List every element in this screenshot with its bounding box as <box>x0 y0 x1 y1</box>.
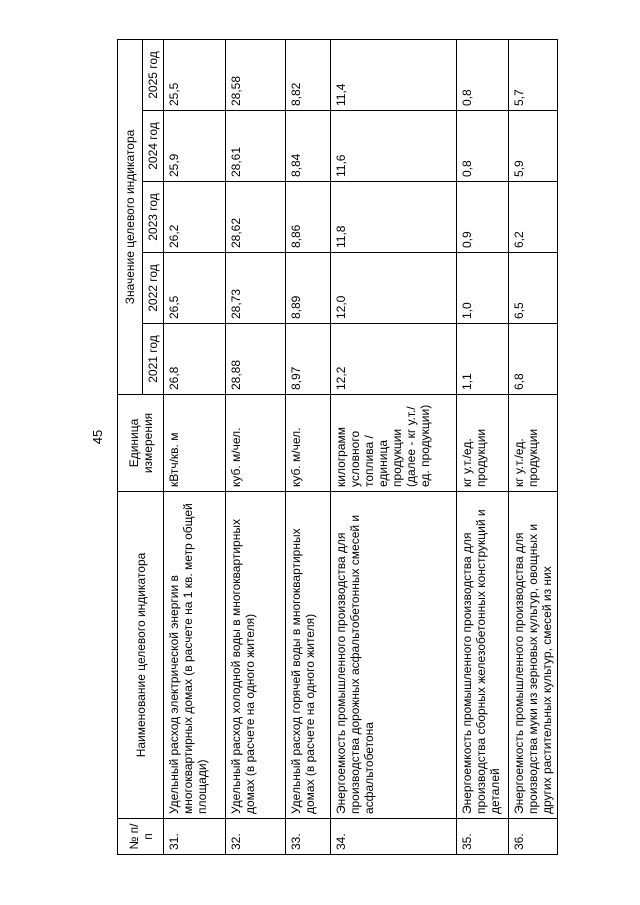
table-row <box>286 39 331 854</box>
row-value: 12,2 <box>331 324 457 395</box>
header-value-group: Значение целевого индикатора <box>118 39 143 394</box>
row-num: 32. <box>226 819 286 855</box>
table-row <box>331 39 457 854</box>
row-name: Удельный расход холодной воды в многоквартирных домах (в расчете на одного жителя) <box>226 492 286 819</box>
header-year: 2025 год <box>143 39 164 110</box>
row-value: 25,9 <box>164 111 226 182</box>
row-value: 11,8 <box>331 182 457 253</box>
row-value: 26,5 <box>164 253 226 324</box>
row-name: Энергоемкость промышленного производства для производства дорожных асфальтобетонных смесей и асфальтобетона <box>331 492 457 819</box>
header-year: 2021 год <box>143 324 164 395</box>
row-unit: кг у.т./ед. продукции <box>509 395 558 492</box>
row-value: 0,8 <box>457 111 509 182</box>
row-value: 28,88 <box>226 324 286 395</box>
row-value: 26,8 <box>164 324 226 395</box>
row-value: 11,4 <box>331 39 457 110</box>
row-value: 6,8 <box>509 324 558 395</box>
table-row <box>509 39 558 854</box>
row-name: Удельный расход горячей воды в многоквартирных домах (в расчете на одного жителя) <box>286 492 331 819</box>
row-unit: килограмм условного топлива / единица продукции (далее - кг у.т./ед. продукции) <box>331 395 457 492</box>
row-name: Энергоемкость промышленного производства для производства муки из зерновых культур, овощных и других растительных культур, смесей из них <box>509 492 558 819</box>
header-year: 2024 год <box>143 111 164 182</box>
row-value: 8,84 <box>286 111 331 182</box>
row-value: 25,5 <box>164 39 226 110</box>
row-value: 12,0 <box>331 253 457 324</box>
header-year: 2023 год <box>143 182 164 253</box>
table-row <box>457 39 509 854</box>
row-value: 8,82 <box>286 39 331 110</box>
row-value: 8,89 <box>286 253 331 324</box>
table-row <box>226 39 286 854</box>
row-value: 26,2 <box>164 182 226 253</box>
row-value: 28,62 <box>226 182 286 253</box>
header-num: № п/п <box>118 819 164 855</box>
row-name: Энергоемкость промышленного производства для производства сборных железобетонных конструкций и деталей <box>457 492 509 819</box>
row-value: 28,61 <box>226 111 286 182</box>
table-row <box>164 39 226 854</box>
header-row <box>118 39 143 854</box>
row-value: 5,7 <box>509 39 558 110</box>
page-number: 45 <box>90 429 105 445</box>
row-num: 31. <box>164 819 226 855</box>
row-value: 1,1 <box>457 324 509 395</box>
row-name: Удельный расход электрической энергии в многоквартирных домах (в расчете на 1 кв. метр общей площади) <box>164 492 226 819</box>
header-year: 2022 год <box>143 253 164 324</box>
row-value: 1,0 <box>457 253 509 324</box>
row-unit: куб. м/чел. <box>226 395 286 492</box>
row-value: 0,9 <box>457 182 509 253</box>
header-unit: Единица измерения <box>118 395 164 492</box>
row-num: 33. <box>286 819 331 855</box>
rotated-table-container <box>117 40 569 855</box>
row-value: 11,6 <box>331 111 457 182</box>
row-unit: куб. м/чел. <box>286 395 331 492</box>
header-name: Наименование целевого индикатора <box>118 492 164 819</box>
row-value: 6,2 <box>509 182 558 253</box>
row-num: 34. <box>331 819 457 855</box>
row-value: 6,5 <box>509 253 558 324</box>
row-value: 28,73 <box>226 253 286 324</box>
row-unit: кг у.т./ед. продукции <box>457 395 509 492</box>
row-num: 36. <box>509 819 558 855</box>
row-value: 8,86 <box>286 182 331 253</box>
row-num: 35. <box>457 819 509 855</box>
row-value: 0,8 <box>457 39 509 110</box>
row-value: 8,97 <box>286 324 331 395</box>
row-unit: кВтч/кв. м <box>164 395 226 492</box>
indicator-table <box>117 39 558 855</box>
row-value: 28,58 <box>226 39 286 110</box>
row-value: 5,9 <box>509 111 558 182</box>
